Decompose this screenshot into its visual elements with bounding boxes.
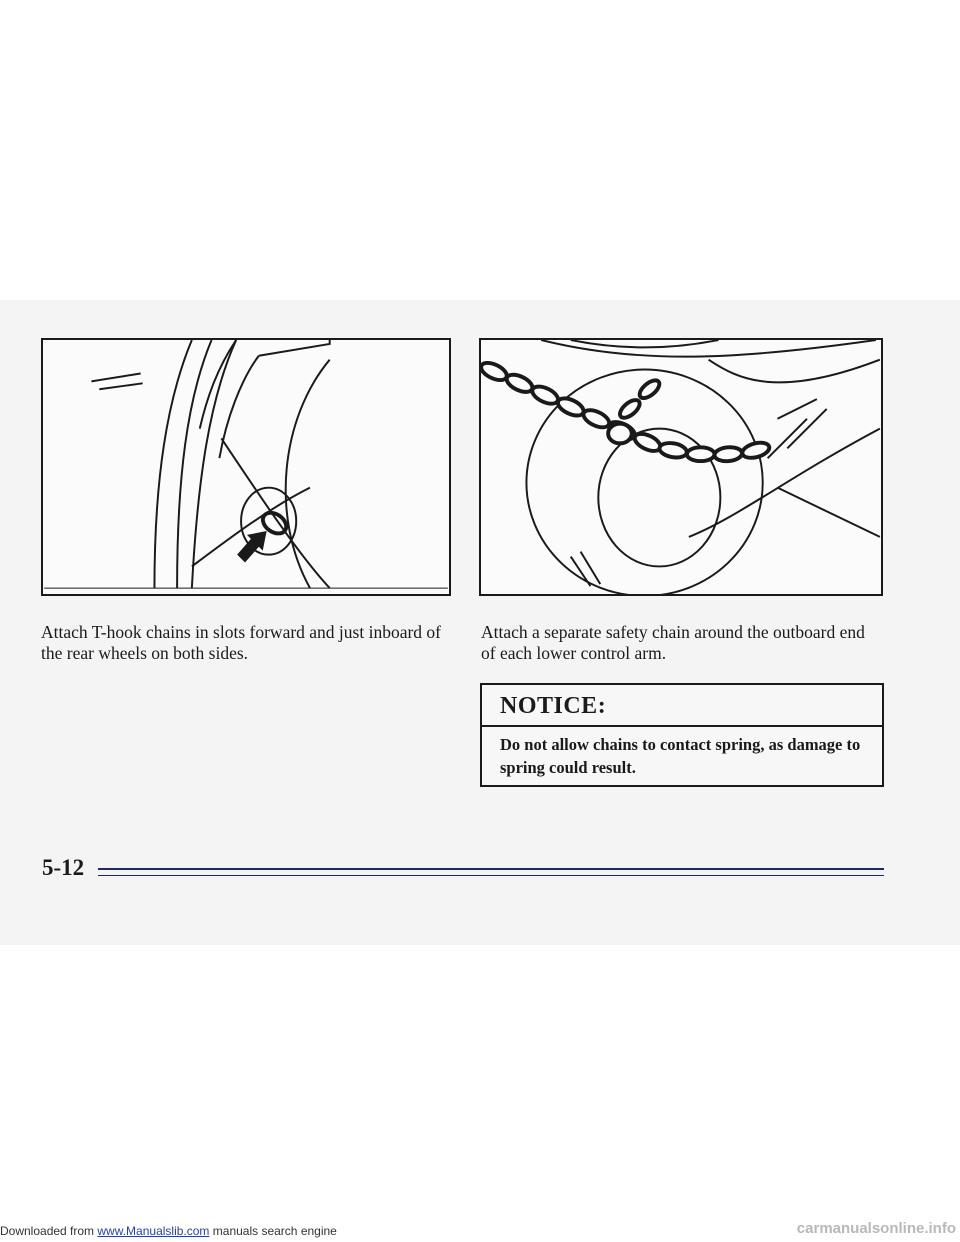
page-rule: [98, 868, 884, 870]
notice-body: Do not allow chains to contact spring, as damage to spring could result.: [500, 735, 861, 777]
safety-chain-drawing: [481, 340, 881, 594]
footer-suffix: manuals search engine: [209, 1224, 337, 1238]
footer-prefix: Downloaded from: [0, 1224, 98, 1238]
notice-box: [480, 683, 884, 787]
t-hook-slot-drawing: [43, 340, 449, 594]
left-caption: Attach T-hook chains in slots forward and just inboard of the rear wheels on both sides.: [41, 622, 442, 663]
download-footer: [0, 1224, 337, 1238]
manualslib-link[interactable]: www.Manualslib.com: [97, 1224, 210, 1238]
page-rule-thin: [98, 875, 884, 876]
watermark: carmanualsonline.info: [796, 1220, 956, 1237]
notice-heading: NOTICE:: [482, 685, 882, 727]
right-caption: Attach a separate safety chain around the outboard end of each lower control arm.: [481, 622, 865, 663]
manual-page: [0, 300, 960, 945]
safety-chain-illustration: [479, 338, 883, 596]
page-number: 5-12: [42, 855, 85, 880]
t-hook-slot-illustration: [41, 338, 451, 596]
